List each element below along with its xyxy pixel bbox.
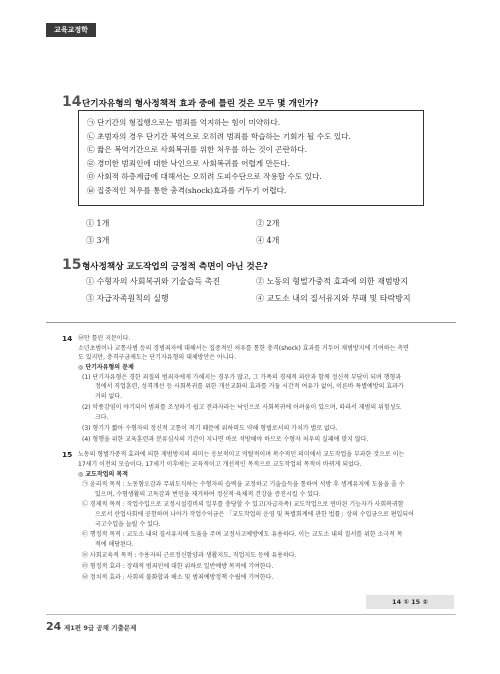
question-text: 단기자유형의 형사정책적 효과 중에 틀린 것은 모두 몇 개인가? — [82, 99, 319, 109]
answer-option[interactable]: ③ 3개 — [86, 236, 110, 245]
explanation-line: 정에서 직업훈련, 성격개선 등 사회복귀를 위한 개선교화의 효과를 거둘 시간적 여유가 없어, 이른바 특별예방의 효과가 — [95, 383, 404, 390]
answer-option[interactable]: ④ 교도소 내의 질서유지와 부패 및 타락방지 — [256, 294, 411, 303]
section-divider — [46, 322, 456, 323]
statement-item: ㉡ 초범자의 경우 단기간 복역으로 오히려 범죄를 학습하는 기회가 될 수도 있다. — [87, 131, 351, 141]
explanation-line: ㉥ 정치적 효과 : 사회의 불화합과 해소 및 범죄예방정책 수립에 기여한다. — [82, 574, 274, 581]
explanation-line: 으로서 산업사회에 공헌하며 나아가 작업수익금은 「교도작업의 운영 및 특별회계에 관한 법률」상의 수입금으로 편입되어 — [95, 511, 414, 518]
answer-key-box: 14 ① 15 ② — [366, 595, 454, 609]
answer-option[interactable]: ③ 자급자족원칙의 실행 — [86, 294, 169, 303]
explanation-line: 크다. — [95, 414, 109, 421]
explanation-line: ㉣ 사회교육적 목적 : 수용자의 근로정신함양과 생활지도, 직업지도 등에 유용하다. — [82, 552, 297, 559]
explanation-heading: ◎ 단기자유형의 문제 — [78, 364, 134, 371]
explanation-line: (3) 형기가 짧아 수형자의 정신적 고통이 적기 때문에 위하력도 약해 형벌로서의 가치가 별로 없다. — [82, 425, 338, 432]
answer-option[interactable]: ② 2개 — [256, 219, 280, 228]
answer-option[interactable]: ① 1개 — [86, 219, 110, 228]
statement-item: ㉥ 집중적인 처우를 통한 충격(shock)효과를 거두기 어렵다. — [87, 185, 287, 195]
explanation-line: 소년초범이나 교통사범 등의 경범죄자에 대해서는 집중적인 처우를 통한 충격(shock) 효과를 거두어 재범방지에 기여하는 측면 — [78, 345, 409, 352]
explanation-line: ㉥만 틀린 지문이다. — [78, 335, 131, 342]
statement-item: ㉢ 짧은 복역기간으로 사회복귀를 위한 처우를 하는 것이 곤란하다. — [87, 145, 308, 155]
explanation-line: (1) 단기자유형은 경한 죄질의 범죄자에게 가해지는 경우가 많고, 그 가족의 경제적 파탄과 함께 정신적 부담이 되며 행형과 — [82, 374, 402, 381]
question-text: 형사정책상 교도작업의 긍정적 측면이 아닌 것은? — [82, 262, 268, 272]
explanation-line: 도 있지만, 충격구금제도는 단기자유형의 대체방안은 아니다. — [78, 354, 237, 361]
footer-chapter-title: 제1편 9급 공채 기출문제 — [64, 624, 137, 632]
question-14-statements-box — [78, 110, 424, 206]
page-number: 24 — [46, 620, 62, 633]
statement-item: ㉠ 단기간의 형집행으로는 범죄를 억지하는 힘이 미약하다. — [87, 118, 281, 127]
explanation-line: ㉠ 윤리적 목적 : 노동혐오감과 무위도식하는 수형자의 습벽을 교정하고 기술습득을 통하여 석방 후 생계유지에 도움을 줄 수 — [82, 481, 405, 488]
chapter-tag: 교육교정학 — [46, 23, 96, 37]
answer-option[interactable]: ① 수형자의 사회복귀와 기술습득 촉진 — [86, 277, 221, 286]
explanation-number: 14 — [62, 334, 73, 343]
explanation-line: 있으며, 수형생활의 고독감과 번민을 제거하여 정신적·육체적 건강을 증진시킬 수 있다. — [95, 491, 321, 498]
question-number: 15 — [62, 257, 82, 273]
explanation-line: 17세기 이전의 모습이다. 17세기 이후에는 교육적이고 개선적인 목적으로 교도작업의 목적이 바뀌게 되었다. — [78, 461, 362, 468]
explanation-number: 15 — [62, 450, 73, 459]
explanation-heading: ◎ 교도작업의 목적 — [78, 471, 128, 478]
explanation-line: 국고수입을 늘릴 수 있다. — [95, 521, 161, 528]
explanation-line: 노동의 형벌가중적 효과에 의한 재범방지의 의미는 응보적이고 억탈적이며 복수적인 의미에서 교도작업을 부과한 것으로 이는 — [78, 451, 405, 458]
explanation-line: 적에 해당된다. — [95, 541, 134, 548]
statement-item: ㉣ 경미한 범죄인에 대한 낙인으로 사회복귀를 어렵게 만든다. — [87, 158, 290, 168]
explanation-line: ㉤ 형정적 효과 : 장래적 범죄인에 대한 위하로 일반예방 목적에 기여한다. — [82, 563, 274, 570]
answer-option[interactable]: ② 노동의 형벌가중적 효과에 의한 재범방지 — [256, 277, 409, 286]
statement-item: ㉤ 사회적 하층계급에 대해서는 오히려 도피수단으로 작용할 수도 있다. — [87, 172, 322, 182]
explanation-line: ㉡ 경제적 목적 : 작업수입으로 교정시설경비의 일부를 충당할 수 있고(자급자족) 교도작업으로 연마된 기능자가 사회복귀함 — [82, 501, 404, 508]
explanation-line: ㉢ 행정적 목적 : 교도소 내의 질서유지에 도움을 주며 교정사고예방에도 유용하다. 이는 교도소 내의 질서를 위한 소극적 목 — [82, 531, 403, 538]
question-number: 14 — [62, 94, 82, 110]
answer-option[interactable]: ④ 4개 — [256, 236, 280, 245]
explanation-line: (2) 악풍감염이 야기되어 범죄를 조성하기 쉽고 전과자라는 낙인으로 사회복귀에 어려움이 있으며, 따라서 재범의 위험성도 — [82, 404, 402, 411]
footer-divider — [46, 614, 456, 615]
explanation-line: 거의 없다. — [95, 393, 122, 400]
explanation-line: (4) 형행을 위한 교육훈련과 분류심사의 기간이 지나면 바로 석방해야 하므로 수형자 처우의 실패에 맞지 않다. — [82, 436, 369, 443]
